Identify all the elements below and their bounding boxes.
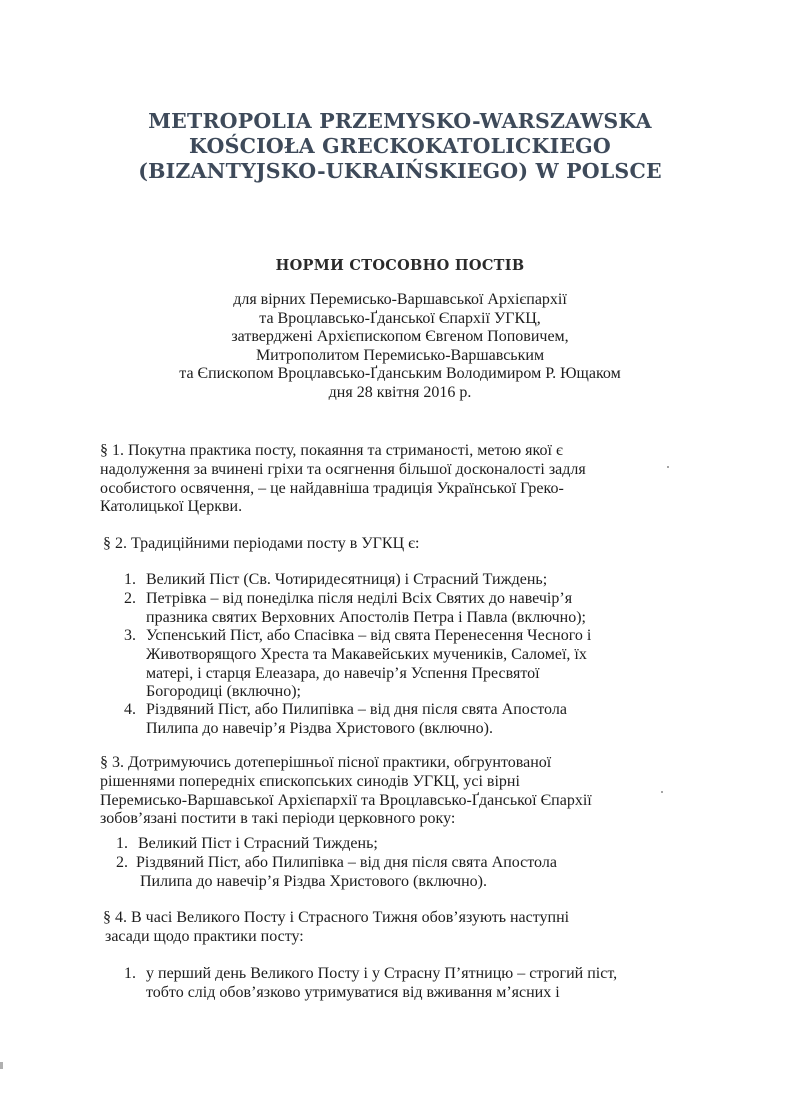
paragraph-line: § 1. Покутна практика посту, покаяння та стриманості, метою якої є [100, 442, 563, 459]
header-line-2: KOŚCIOŁA GRECKOKATOLICKIEGO [189, 134, 611, 158]
document-title: НОРМИ СТОСОВНО ПОСТІВ [275, 257, 525, 274]
metropolia-header [0, 109, 800, 184]
paragraph-line: § 2. Традиційними періодами посту в УГКЦ є: [103, 535, 420, 552]
paragraph-line: § 4. В часі Великого Посту і Страсного Тижня обов’язують наступні [103, 909, 570, 926]
list-number: 2. [124, 590, 136, 607]
paragraph-line: особистого освячення, – це найдавніша традиція Української Греко- [100, 479, 564, 497]
paragraph-line: надолуження за вчинені гріхи та осягнення більшої досконалості задля [100, 460, 586, 478]
list-number: 4. [124, 701, 136, 718]
subtitle-line: та Вроцлавсько-Ґданської Єпархії УГКЦ, [259, 309, 541, 327]
scan-speck [661, 791, 663, 793]
list-item-text: Великий Піст і Страсний Тиждень; [138, 835, 378, 852]
header-line-3: (BIZANTYJSKO-UKRAIŃSKIEGO) W POLSCE [138, 159, 662, 183]
subtitle-line: та Єпископом Вроцлавсько-Ґданським Володимиром Р. Ющаком [179, 365, 621, 382]
section-1-paragraph [100, 442, 586, 517]
scan-edge-mark [0, 1062, 3, 1069]
list-number: 1. [124, 571, 136, 588]
list-item-text: Петрівка – від понеділка після неділі Всіх Святих до навечір’я празника святих Верховних Апостолів Петра і Павла (включно); [146, 590, 586, 626]
section-4-intro [103, 909, 569, 947]
list-number: 1. [116, 835, 128, 852]
list-number: 1. [124, 965, 136, 982]
header-line-1: METROPOLIA PRZEMYSKO-WARSZAWSKA [148, 109, 652, 133]
section-3-intro [100, 754, 592, 829]
paragraph-line: зобов’язані постити в такі періоди церковного року: [100, 810, 456, 828]
list-item-text: у перший день Великого Посту і у Страсну П’ятницю – строгий піст, тобто слід обов’язково утримуватися від вживання м’ясних і [146, 965, 618, 1001]
subtitle-line: затверджені Архієпископом Євгеном Поповичем, [231, 328, 569, 345]
paragraph-line: рішеннями попередніх єпископських синодів УГКЦ, усі вірні [100, 772, 520, 790]
paragraph-line: Католицької Церкви. [100, 498, 243, 516]
list-number: 3. [124, 627, 136, 644]
approval-subtitle [0, 291, 800, 402]
list-item-text: Великий Піст (Св. Чотиридесятниця) і Страсний Тиждень; [146, 571, 548, 588]
section-2-intro [103, 535, 419, 554]
list-item-text: Різдвяний Піст, або Пилипівка – від дня після свята Апостола Пилипа до навечір’я Різдва Христового (включно). [146, 701, 567, 737]
subtitle-line: для вірних Перемисько-Варшавської Архієпархії [233, 291, 567, 308]
subtitle-line: дня 28 квітня 2016 р. [328, 383, 472, 401]
list-item-text-continued: Пилипа до навечір’я Різдва Христового (включно). [140, 872, 487, 890]
paragraph-line: засади щодо практики посту: [105, 927, 304, 945]
paragraph-line: Перемисько-Варшавської Архієпархії та Вроцлавсько-Ґданської Єпархії [100, 791, 592, 809]
paragraph-line: § 3. Дотримуючись дотеперішньої пісної практики, обгрунтованої [100, 754, 552, 771]
list-number: 2. [116, 854, 128, 871]
subtitle-line: Митрополитом Перемисько-Варшавським [255, 346, 545, 364]
list-item-text: Різдвяний Піст, або Пилипівка – від дня після свята Апостола [136, 854, 557, 871]
list-item-text: Успенський Піст, або Спасівка – від свята Перенесення Чесного і Животворящого Хреста та Макавейських мучеників, Саломеї, їх матері, і старця Елеазара, до навечір’я Успення Пресвятої Богородиці (включно); [146, 627, 592, 701]
scan-speck [667, 466, 669, 468]
